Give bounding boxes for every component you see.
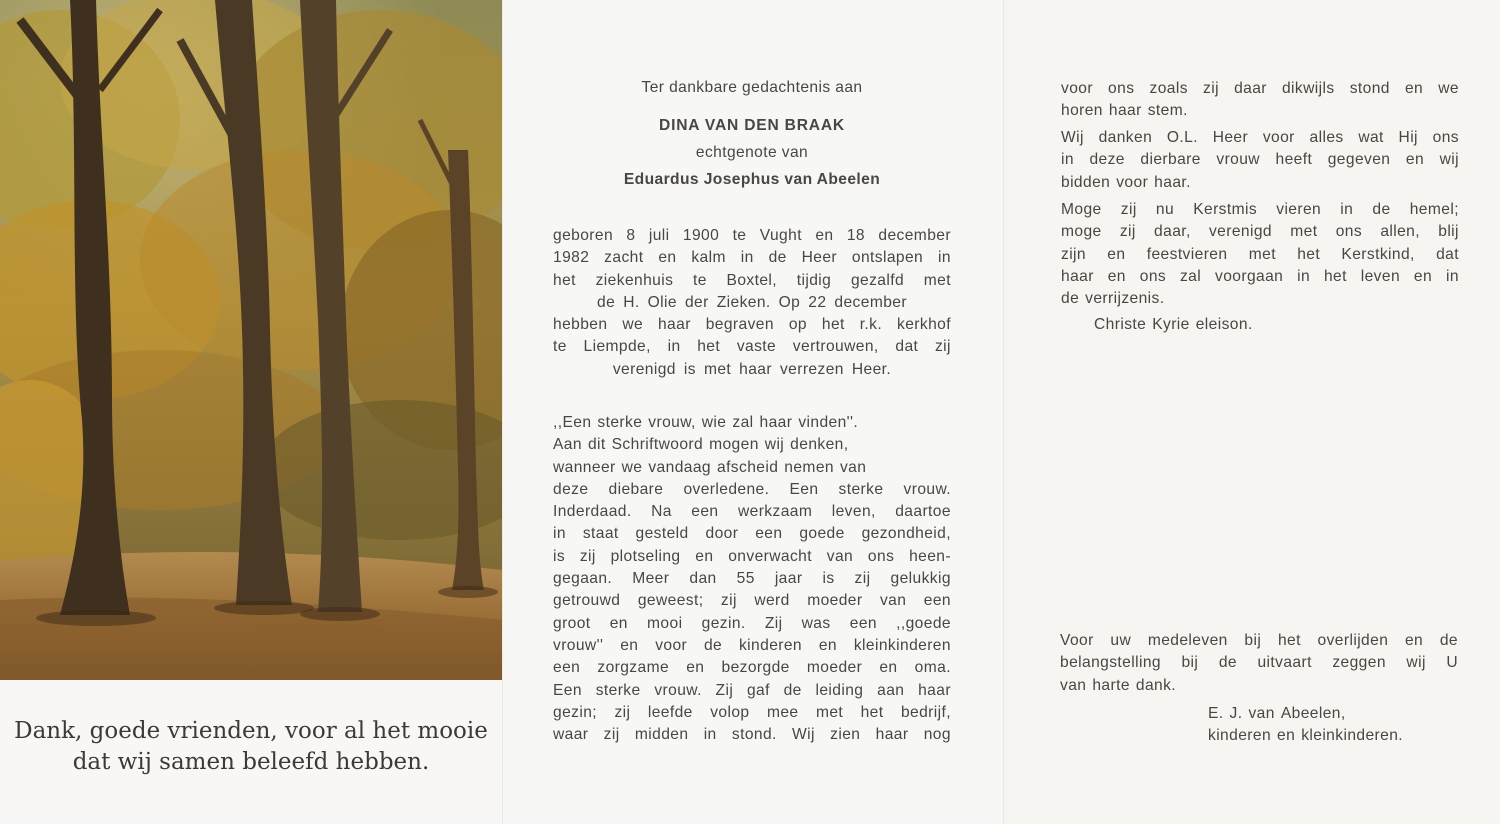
text-line: bidden voor haar. bbox=[1061, 173, 1191, 191]
deceased-name: DINA VAN DEN BRAAK bbox=[659, 117, 845, 134]
text-line: Christe Kyrie eleison. bbox=[1094, 316, 1253, 333]
text-line: haar en ons zal voorgaan in het leven en in bbox=[1061, 267, 1459, 285]
text-line: Een sterke vrouw. Zij gaf de leiding aan haar bbox=[553, 681, 951, 699]
left-panel bbox=[0, 0, 502, 824]
text-line: een zorgzame en bezorgde moeder en oma. bbox=[553, 659, 951, 677]
continuation-paragraph bbox=[1061, 78, 1459, 123]
text-line: gezin; zij leefde volop mee met het bedrijf, bbox=[553, 703, 951, 721]
text-line: vrouw'' en voor de kinderen en kleinkinderen bbox=[553, 636, 951, 654]
relation-line: echtgenote van bbox=[695, 144, 809, 161]
text-line: in staat gesteld door een goede gezondheid, bbox=[553, 525, 951, 543]
text-line: deze diebare overledene. Een sterke vrouw. bbox=[553, 480, 951, 498]
text-line: moge zij daar, verenigd met ons allen, blij bbox=[1061, 223, 1459, 241]
text-line: groot en mooi gezin. Zij was een ,,goede bbox=[553, 614, 951, 632]
text-line: voor ons zoals zij daar dikwijls stond en we bbox=[1061, 80, 1459, 97]
text-line: getrouwd geweest; zij werd moeder van een bbox=[553, 592, 951, 610]
right-panel bbox=[1003, 0, 1500, 824]
signature-block bbox=[1208, 703, 1458, 748]
memorial-heading bbox=[553, 77, 951, 191]
thanks-paragraph bbox=[1060, 630, 1458, 697]
text-line: ,,Een sterke vrouw, wie zal haar vinden''. bbox=[553, 414, 859, 431]
text-line: Moge zij nu Kerstmis vieren in de hemel; bbox=[1061, 201, 1459, 218]
caption-line: Dank, goede vrienden, voor al het mooie bbox=[14, 718, 488, 744]
text-line: het ziekenhuis te Boxtel, tijdig gezalfd met bbox=[553, 271, 951, 289]
text-line: Aan dit Schriftwoord mogen wij denken, bbox=[553, 436, 849, 454]
christmas-paragraph bbox=[1061, 199, 1459, 310]
forest-illustration bbox=[0, 0, 502, 680]
text-line: de H. Olie der Zieken. Op 22 december bbox=[597, 293, 907, 311]
text-line: hebben we haar begraven op het r.k. kerkhof bbox=[553, 316, 951, 334]
text-line: Wij danken O.L. Heer voor alles wat Hij ons bbox=[1061, 129, 1459, 146]
photo-caption bbox=[0, 716, 502, 778]
caption-line: dat wij samen beleefd hebben. bbox=[72, 749, 430, 775]
text-line: 1982 zacht en kalm in de Heer ontslapen in bbox=[553, 249, 951, 267]
tribute-paragraph bbox=[553, 412, 951, 746]
signature-line: kinderen en kleinkinderen. bbox=[1208, 727, 1404, 745]
text-line: Voor uw medeleven bij het overlijden en de bbox=[1060, 632, 1458, 649]
text-line: geboren 8 juli 1900 te Vught en 18 december bbox=[553, 227, 951, 244]
biography-paragraph bbox=[553, 225, 951, 381]
text-line: te Liempde, in het vaste vertrouwen, dat zij bbox=[553, 338, 951, 356]
middle-panel bbox=[502, 0, 1003, 824]
spouse-name: Eduardus Josephus van Abeelen bbox=[623, 171, 881, 188]
text-line: wanneer we vandaag afscheid nemen van bbox=[553, 458, 867, 476]
text-line: Inderdaad. Na een werkzaam leven, daartoe bbox=[553, 503, 951, 521]
text-line: belangstelling bij de uitvaart zeggen wij U bbox=[1060, 654, 1458, 672]
text-line: van harte dank. bbox=[1060, 676, 1177, 694]
text-line: horen haar stem. bbox=[1061, 102, 1188, 120]
text-line: zijn en feestvieren met het Kerstkind, dat bbox=[1061, 245, 1459, 263]
text-line: is zij plotseling en onverwacht van ons heen- bbox=[553, 547, 951, 565]
signature-line: E. J. van Abeelen, bbox=[1208, 705, 1346, 722]
intro-line: Ter dankbare gedachtenis aan bbox=[641, 79, 863, 96]
text-line: gegaan. Meer dan 55 jaar is zij gelukkig bbox=[553, 570, 951, 588]
text-line: de verrijzenis. bbox=[1061, 290, 1165, 308]
text-line: waar zij midden in stond. Wij zien haar nog bbox=[553, 726, 951, 744]
autumn-forest-photo bbox=[0, 0, 502, 680]
prayer-line bbox=[1094, 314, 1394, 336]
text-line: verenigd is met haar verrezen Heer. bbox=[612, 360, 892, 378]
text-line: in deze dierbare vrouw heeft gegeven en wij bbox=[1061, 151, 1459, 169]
gratitude-paragraph bbox=[1061, 127, 1459, 194]
